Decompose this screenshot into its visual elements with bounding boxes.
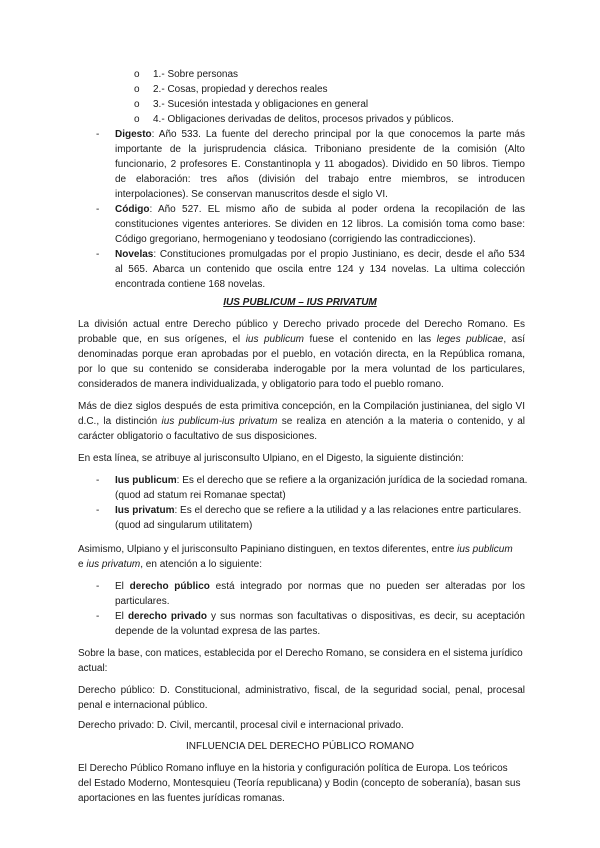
digesto-line: interpolaciones). Se conservan manuscritos desde el siglo VI.	[115, 189, 388, 200]
derecho-publico-line: particulares.	[115, 596, 170, 607]
para-line: del Estado Moderno, Montesquieu (Teoría republicana) y Bodin (concepto de soberanía), basan sus	[78, 778, 521, 789]
codigo-line: Código gregoriano, hermogeniano y teodosiano (corrigiendo las contradicciones).	[115, 234, 476, 245]
digesto-line: importante de la jurisprudencia clásica. Triboniano presidente de la comisión (Alto	[115, 144, 525, 155]
para-line: Sobre la base, con matices, establecida por el Derecho Romano, se considera en el sistema jurídico	[78, 648, 523, 659]
para-line: por lo que su contenido se consideraba inderogable por la mera voluntad de los particulares,	[78, 364, 525, 375]
section-heading: IUS PUBLICUM – IUS PRIVATUM	[223, 297, 377, 308]
digesto-line: de elaboración: tres años (división del trabajo entre miembros, se introducen	[115, 174, 525, 185]
list-dash: -	[96, 129, 100, 140]
para-line: probable que, en sus orígenes, el ius publicum fuese el contenido en las leges publicae, así	[78, 334, 525, 345]
list-dash: -	[96, 475, 100, 486]
list-dash: -	[96, 611, 100, 622]
derecho-publico-line: El derecho público está integrado por normas que no pueden ser alteradas por los	[115, 581, 526, 592]
para-line: carácter obligatorio o facultativo de sus disposiciones.	[78, 431, 318, 442]
digesto-line: Digesto: Año 533. La fuente del derecho principal por la que conocemos la parte más	[115, 129, 525, 140]
codigo-line: constituciones vigentes anteriores. Se dividen en 12 libros. La comisión toma como base:	[115, 219, 525, 230]
sub-bullet: o	[134, 69, 140, 80]
digesto-term: Digesto	[115, 129, 152, 140]
list-dash: -	[96, 505, 100, 516]
para-line: actual:	[78, 663, 108, 674]
novelas-line: encontrada contiene 168 novelas.	[115, 279, 266, 290]
para-line: penal e internacional público.	[78, 700, 208, 711]
ius-publicum-quote: (quod ad statum rei Romanae spectat)	[115, 490, 286, 501]
codigo-line: Código: Año 527. EL mismo año de subida al poder ordena la recopilación de las	[115, 204, 525, 215]
para-line: Más de diez siglos después de esta primitiva concepción, en la Compilación justinianea, del siglo VI	[78, 401, 525, 412]
sub-bullet: o	[134, 99, 140, 110]
digesto-line: funcionario, 2 profesores E. Constantinopla y 11 abogados). Dividido en 50 libros. Tiempo	[115, 159, 525, 170]
section-heading: INFLUENCIA DEL DERECHO PÚBLICO ROMANO	[185, 741, 414, 752]
para-line: considerados de manera individualizada, y obligatorio para todo el pueblo romano.	[78, 379, 444, 390]
derecho-privado-line: El derecho privado y sus normas son facultativas o dispositivas, es decir, su aceptación	[115, 611, 525, 622]
ius-privatum-line: Ius privatum: Es el derecho que se refiere a la utilidad y a las relaciones entre particulares.	[115, 505, 522, 516]
para-line: El Derecho Público Romano influye en la historia y configuración política de Europa. Los teóricos	[78, 763, 508, 774]
para-line: Derecho público: D. Constitucional, administrativo, fiscal, de la seguridad social, penal, procesal	[78, 685, 525, 696]
novelas-line: Novelas: Constituciones promulgadas por el propio Justiniano, es decir, desde el año 534	[115, 249, 525, 260]
para-line: La división actual entre Derecho público y Derecho privado procede del Derecho Romano. Es	[78, 319, 525, 330]
sub-bullet: o	[134, 84, 140, 95]
para-line: d.C., la distinción ius publicum-ius privatum se realiza en atención a la materia o contenido, y al	[78, 416, 525, 427]
derecho-privado-line: depende de la voluntad expresa de las partes.	[115, 626, 321, 637]
list-dash: -	[96, 204, 100, 215]
sub-list-item: 3.- Sucesión intestada y obligaciones en general	[153, 99, 369, 110]
ius-publicum-line: Ius publicum: Es el derecho que se refiere a la organización jurídica de la sociedad romana.	[115, 475, 528, 486]
codigo-term: Código	[115, 204, 150, 215]
sub-list-item: 1.- Sobre personas	[153, 69, 239, 80]
para-line: aportaciones en las fuentes jurídicas romanas.	[78, 793, 285, 804]
novelas-line: al 565. Abarca un contenido que oscila entre 124 y 134 novelas. La ultima colección	[115, 264, 525, 275]
ius-privatum-quote: (quod ad singularum utilitatem)	[115, 520, 253, 531]
para-line: denominadas porque eran aprobadas por el pueblo, en votación directa, en la República romana,	[78, 349, 525, 360]
list-dash: -	[96, 581, 100, 592]
para-line: Asimismo, Ulpiano y el jurisconsulto Papiniano distinguen, en textos diferentes, entre ius publicum	[78, 544, 513, 555]
sub-list-item: 2.- Cosas, propiedad y derechos reales	[153, 84, 328, 95]
sub-list-item: 4.- Obligaciones derivadas de delitos, procesos privados y públicos.	[153, 114, 454, 125]
novelas-term: Novelas	[115, 249, 154, 260]
para-line: Derecho privado: D. Civil, mercantil, procesal civil e internacional privado.	[78, 720, 404, 731]
para-line: En esta línea, se atribuye al jurisconsulto Ulpiano, en el Digesto, la siguiente distinción:	[78, 453, 464, 464]
list-dash: -	[96, 249, 100, 260]
sub-bullet: o	[134, 114, 140, 125]
para-line: e ius privatum, en atención a lo siguiente:	[78, 559, 263, 570]
